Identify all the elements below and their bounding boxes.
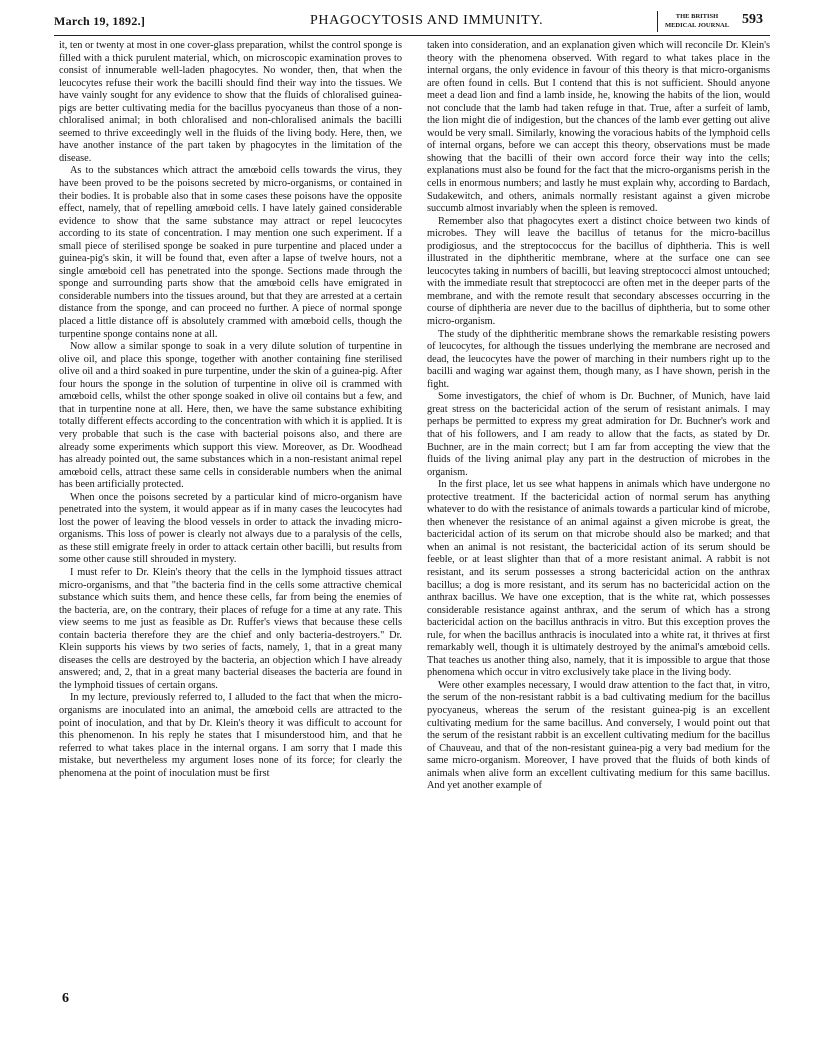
issue-date: March 19, 1892.] [54, 14, 146, 28]
paragraph: Now allow a similar sponge to soak in a very dilute solution of turpentine in olive oil, and place this sponge, together with another containing fine sterilised olive oil and a third soaked in pure turpentine, under the skin of a guinea-pig. After four hours the sponge in the solution of turpentine in olive oil is crammed with amœboid cells, whilst the other sponge soaked in olive oil contains but a few, and that in turpentine none at all. Here, then, we have the same substance exhibiting totally different effects according to the concentration with which it is applied. It is very probable that such is the case with bacterial poisons also, and there are already some experiments which support this view. Moreover, as Dr. Woodhead has already pointed out, the same substances which in a non-resistant animal repel amœboid cells, attract these same cells in considerable numbers when the animal has been artificially protected. [59, 341, 402, 491]
paragraph: I must refer to Dr. Klein's theory that the cells in the lymphoid tissues attract micro-organisms, and that "the bacteria find in the cells some attractive chemical substance which suits them, and hence these cells, far from being the enemies of the bacteria, are, on the contrary, their places of refuge for a time at any rate. This view seems to me just as feasible as Dr. Ruffer's views that because these cells contain bacteria therefore they are the chief and only bacteria-destroyers." Dr. Klein supports his views by two series of facts, namely, 1, that in a great many diseases the cells are destroyed by the bacteria, an objection which I have already answered; and, 2, that in a great many bacterial diseases the bacteria are found in the lymphoid tissues of certain organs. [59, 566, 402, 691]
journal-name-line-2: MEDICAL JOURNAL [664, 22, 730, 29]
paragraph: When once the poisons secreted by a particular kind of micro-organism have penetrated into the system, it would appear as if in many cases the leucocytes had lost the power of leaving the blood vessels in order to attack the invading micro-organisms. This loss of power is clearly not always due to a paralysis of the cells, as these still emigrate freely in order to attack certain other bacilli, but results from some other cause still shrouded in mystery. [59, 491, 402, 566]
paragraph: Remember also that phagocytes exert a distinct choice between two kinds of microbes. They will leave the bacillus of tetanus for the micro-bacillus prodigiosus, and the streptococcus for the bacillus of diphtheria. This is well illustrated in the diphtheritic membrane, where at the surface one can see leucocytes taking in numbers of bacilli, but leaving streptococci almost untouched; with the immediate result that streptococci are often met in the deeper parts of the membrane, and with the remote result that secondary abscesses occurring in the course of diphtheria are never due to the bacillus of diphtheria, but to some other micro-organism. [427, 215, 770, 328]
paragraph: As to the substances which attract the amœboid cells towards the virus, they have been proved to be the poisons secreted by micro-organisms, or contained in their bodies. It is probable also that in some cases these poisons have the opposite effect, namely, that of repelling amœboid cells. I have lately gained considerable evidence to show that the same substance may attract or repel leucocytes according to its state of concentration. I may mention one such experiment. If a small piece of sterilised sponge be soaked in pure turpentine and placed under a guinea-pig's skin, it will be found that, even after a lapse of twelve hours, not a single amœboid cell has penetrated into the sponge. Sections made through the sponge and surrounding parts show that the amœboid cells have emigrated in considerable numbers into the tissues around, but that they are arrested at a certain distance from the sponge, and can proceed no further. A piece of normal sponge placed a little distance off is absolutely crammed with amœboid cells, though the turpentine sponge contains none at all. [59, 165, 402, 340]
journal-name [657, 11, 736, 32]
running-header [54, 9, 770, 36]
journal-name-line-1: THE BRITISH [675, 13, 719, 20]
paragraph: In my lecture, previously referred to, I alluded to the fact that when the micro-organisms are inoculated into an animal, the amœboid cells are attracted to the point of inoculation, and that by Dr. Klein's theory it was difficult to account for this phenomenon. In his reply he states that I misunderstood him, and that he referred to what takes place in the internal organs. I am sorry that I made this mistake, but nevertheless my argument loses none of its force; for clearly the phenomena at the point of inoculation must be first [59, 692, 402, 779]
article-title: PHAGOCYTOSIS AND IMMUNITY. [310, 13, 544, 28]
paragraph: In the first place, let us see what happens in animals which have undergone no protective treatment. If the bactericidal action of normal serum has anything whatever to do with the resistance of animals towards a particular kind of microbe, then whenever the resistance of an animal against a given microbe is great, the bactericidal action of its serum on that microbe should also be marked; and that when an animal is not resistant, the bactericidal action of its serum should be feeble, or at least slighter than that of a more resistant animal. A rabbit is not resistant, and its serum possesses a strong bactericidal action on the anthrax bacillus; a dog is more resistant, and its serum has no bactericidal action on the anthrax bacillus. We have one exception, that is the white rat, which possesses considerable resistance against anthrax, and the serum of which has a strong bactericidal action on the bacillus anthracis in vitro. But this exception proves the rule, for when the bacillus anthracis is inoculated into a white rat, it thrives at first remarkably well, though it is ultimately destroyed by the animal's amœboid cells. That teaches us another thing also, namely, that it is impossible to argue that those phenomena which occur in vitro exclusively take place in the living body. [427, 479, 770, 679]
paragraph: Were other examples necessary, I would draw attention to the fact that, in vitro, the serum of the non-resistant rabbit is a bad cultivating medium for the bacillus pyocyaneus, whereas the serum of the resistant guinea-pig is an excellent cultivating medium for the same bacillus. And conversely, I would point out that the serum of the resistant rabbit is an excellent cultivating medium for the bacillus of Chauveau, and that of the non-resistant guinea-pig a very bad medium for the same micro-organism. Moreover, I have proved that the fluids of both kinds of animals when alive form an excellent cultivating medium for this same bacillus. And yet another example of [427, 679, 770, 792]
paragraph: Some investigators, the chief of whom is Dr. Buchner, of Munich, have laid great stress on the bactericidal action of the serum of resistant animals. I may perhaps be permitted to express my great admiration for Dr. Buchner's work and that of his followers, and I am ready to allow that the facts, as stated by Dr. Buchner, are in the main correct; but I am far from accepting the view that the fluids of the living animal play any part in the destruction of microbes in the organism. [427, 391, 770, 478]
left-column [59, 40, 402, 992]
right-column [427, 40, 770, 992]
signature-mark: 6 [62, 991, 69, 1006]
page-number: 593 [742, 12, 763, 27]
paragraph: The study of the diphtheritic membrane shows the remarkable resisting powers of leucocytes, for although the tissues underlying the membrane are necrosed and dead, the leucocytes have the power of marching in their numbers right up to the bacilli and waging war against them, though many, as I have shown, perish in the fight. [427, 328, 770, 390]
paragraph: taken into consideration, and an explanation given which will reconcile Dr. Klein's theory with the phenomena observed. With regard to what takes place in the internal organs, the only evidence in favour of this theory is that micro-organisms are often found in cells. But I contend that this is not sufficient. Should anyone meet a dead lion and find a lamb inside, he, knowing the habits of the lion, would not conclude that the lamb had taken refuge in that. True, after a surfeit of lamb, the lion might die of indigestion, but the chances of the lamb ever getting out alive would be very small. Similarly, knowing the voracious habits of the lymphoid cells of internal organs, before we can accept this theory, observations must be made showing that the bacilli of their own accord force their way into the cells; explanations must also be found for the fact that the micro-organisms perish in the cells in enormous numbers; and lastly he must explain why, according to Bardach, Sudakewitch, and others, animals normally resistant against a given microbe succumb almost invariably when the spleen is removed. [427, 40, 770, 215]
paragraph: it, ten or twenty at most in one cover-glass preparation, whilst the control sponge is filled with a thick purulent material, which, on microscopic examination proves to consist of innumerable well-laden phagocytes. No wonder, then, that when the leucocytes refuse their work the bacilli should find their way into the tissues. We have vainly sought for any evidence to show that the fluids of chloralised guinea-pigs are better cultivating media for the bacillus pyocyaneus than those of a non-chloralised animal; in both chloralised and non-chloralised animals the bacilli seemed to thrive exceedingly well in the fluids of the living body. Here, then, we have another instance of the part taken by phagocytes in the limitation of the disease. [59, 40, 402, 164]
